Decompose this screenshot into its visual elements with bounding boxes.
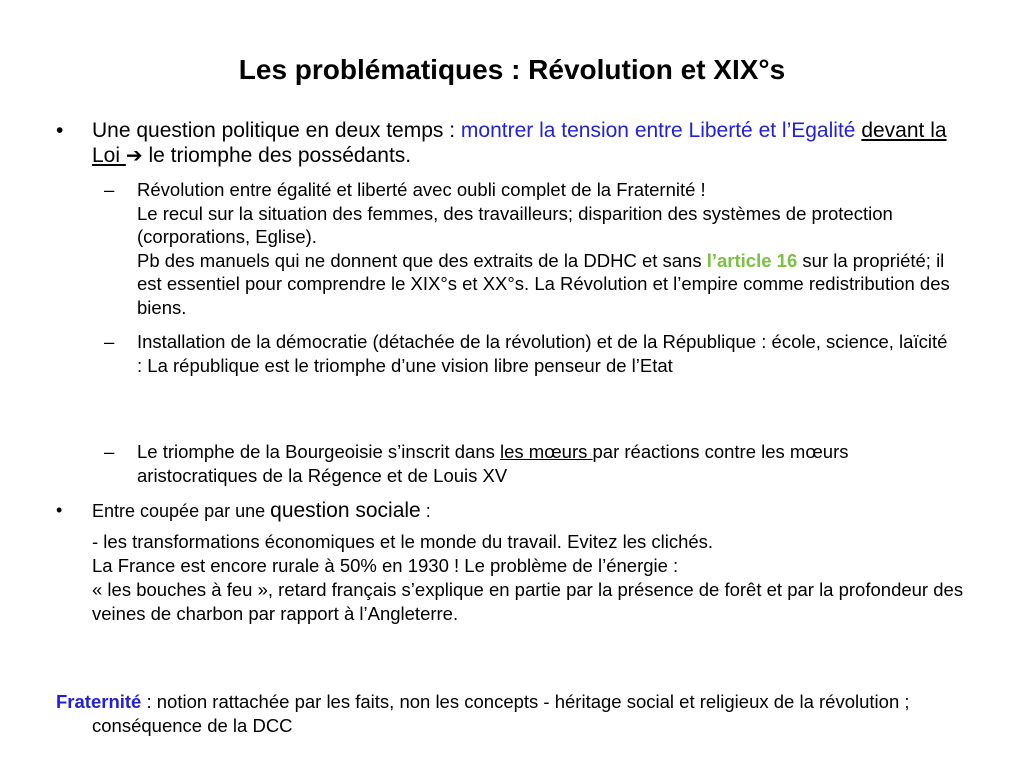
text-run: le triomphe des possédants.	[142, 144, 412, 167]
dash-marker: –	[104, 441, 115, 462]
text-line: « les bouches à feu », retard français s’explique en partie par la présence de forêt et par la profondeur des veines de charbon par rapport à l’Angleterre.	[92, 579, 964, 624]
text-run: Le triomphe de la Bourgeoisie s’inscrit dans	[137, 441, 500, 462]
text-run: Révolution entre égalité et liberté avec oubli complet de la Fraternité !	[137, 179, 706, 200]
highlight-blue: montrer la tension entre Liberté et l’Egalité	[460, 119, 856, 142]
bullet-text	[92, 118, 966, 169]
bullet-political-question	[56, 118, 966, 169]
text-line: La France est encore rurale à 50% en 1930 ! Le problème de l’énergie :	[92, 555, 679, 576]
underlined-text: devant la Loi	[92, 119, 947, 167]
text-run: Entre coupée par une	[92, 501, 271, 521]
text-run: :	[420, 501, 431, 521]
social-question-paragraph	[92, 530, 972, 626]
right-arrow-icon: ➔	[125, 145, 143, 167]
subbullet-text	[137, 178, 954, 319]
emphasis-text: question sociale	[270, 499, 421, 522]
bullet-social-question	[56, 498, 966, 524]
text-line: - les transformations économiques et le monde du travail. Evitez les clichés.	[92, 531, 714, 552]
subbullet-bourgeoisie	[104, 440, 954, 487]
bullet-marker: •	[56, 500, 63, 520]
dash-marker: –	[104, 331, 115, 352]
text-run: Le recul sur la situation des femmes, des travailleurs; disparition des systèmes de protection (corporations, Eglise).	[137, 202, 893, 247]
bullet-marker: •	[56, 119, 64, 142]
text-run: par réactions contre les mœurs aristocratiques de la Régence et de Louis XV	[137, 441, 849, 486]
highlight-green: l’article 16	[706, 249, 798, 271]
subbullet-revolution	[104, 178, 954, 319]
bullet-text	[92, 498, 966, 524]
subbullet-democratie	[104, 330, 954, 377]
text-run: : notion rattachée par les faits, non les concepts - héritage social et religieux de la révolution ; conséquence de la DCC	[92, 691, 910, 736]
fraternite-label: Fraternité	[56, 691, 142, 712]
subbullet-text: Installation de la démocratie (détachée de la révolution) et de la République : école, science, laïcité : La république est le triomphe d’une vision libre penseur de l’Etat	[137, 331, 948, 376]
text-run: sur la propriété; il est essentiel pour comprendre le XIX°s et XX°s. La Révolution et l’empire comme redistribution des biens.	[137, 249, 950, 318]
slide-title: Les problématiques : Révolution et XIX°s	[238, 54, 786, 85]
subbullet-text	[137, 440, 954, 487]
text-run: Une question politique en deux temps :	[92, 119, 461, 142]
dash-marker: –	[104, 179, 115, 200]
fraternite-note	[56, 690, 1012, 738]
text-run: Pb des manuels qui ne donnent que des extraits de la DDHC et sans	[137, 249, 707, 271]
underlined-text: les mœurs	[500, 441, 593, 462]
